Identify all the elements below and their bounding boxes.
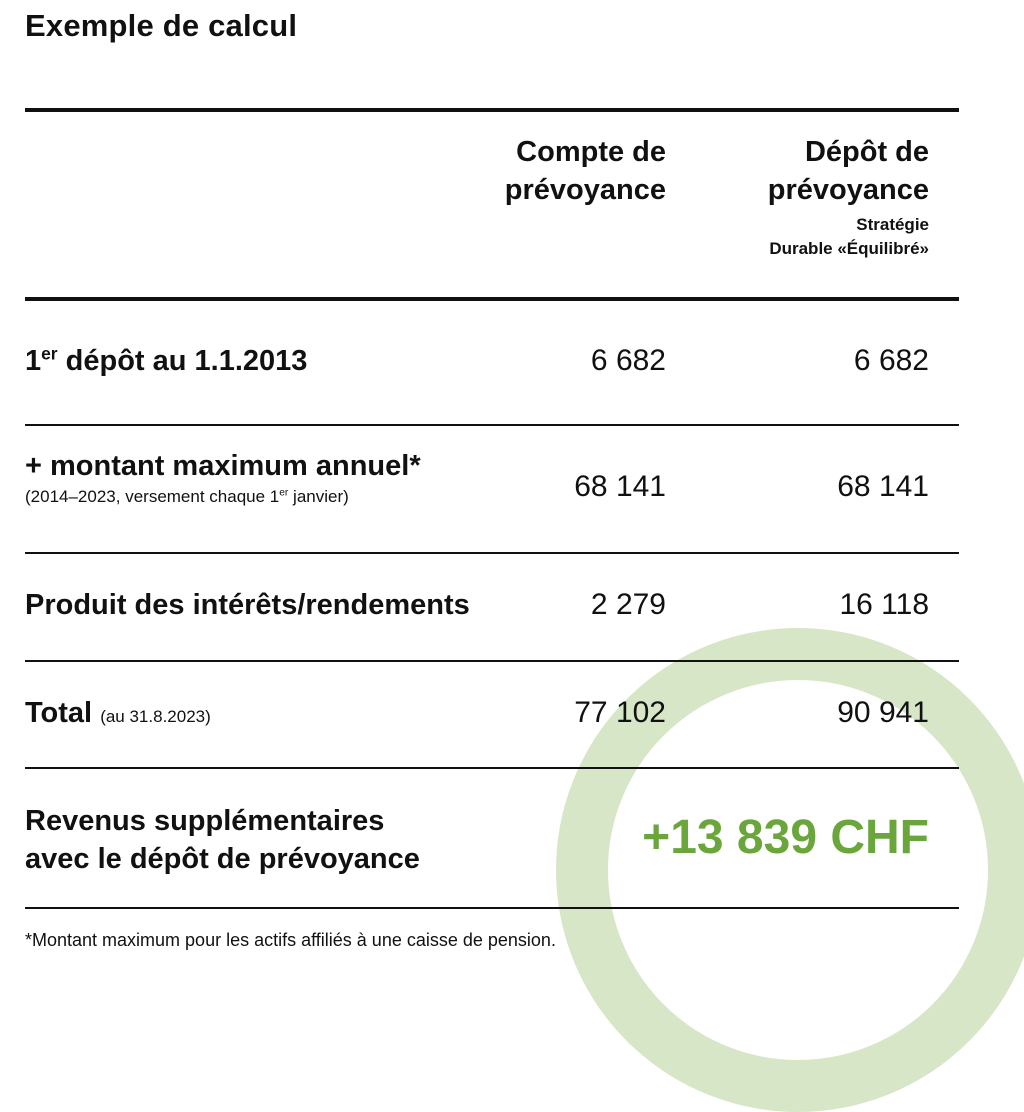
row-annual-label: + montant maximum annuel*	[25, 450, 421, 482]
row-first-deposit-label-sup: er	[41, 343, 58, 364]
row-annual-note-after: janvier)	[288, 487, 349, 506]
column-header-depot	[768, 133, 929, 261]
row-total-label: Total	[25, 697, 93, 729]
header-bottom-rule	[25, 297, 959, 301]
row-divider	[25, 660, 959, 662]
row-total-note: (au 31.8.2023)	[100, 707, 211, 726]
row-extra-label-line2: avec le dépôt de prévoyance	[25, 843, 420, 875]
extra-income-value: +13 839 CHF	[642, 811, 929, 864]
page-title: Exemple de calcul	[25, 8, 298, 43]
row-first-deposit-label-num: 1	[25, 345, 42, 377]
row-first-deposit-label	[25, 345, 307, 378]
row-annual-note-sup: er	[279, 487, 289, 499]
row-extra-label-line1: Revenus supplémentaires	[25, 805, 385, 837]
row-divider	[25, 767, 959, 769]
row-annual-depot-value: 68 141	[837, 470, 929, 503]
row-annual-note-before: (2014–2023, versement chaque 1	[25, 487, 280, 506]
column-header-depot-line2: prévoyance	[767, 174, 929, 206]
row-divider	[25, 552, 959, 554]
footnote: *Montant maximum pour les actifs affiliés à une caisse de pension.	[25, 930, 556, 950]
row-total-compte-value: 77 102	[574, 696, 666, 729]
row-annual-note	[25, 487, 421, 507]
row-total-depot-value: 90 941	[837, 696, 929, 729]
row-extra-label-block	[25, 802, 420, 878]
row-first-deposit-depot-value: 6 682	[853, 344, 929, 377]
row-yield-label: Produit des intérêts/rendements	[25, 589, 470, 621]
row-first-deposit-label-rest: dépôt au 1.1.2013	[57, 345, 308, 377]
table-bottom-rule	[25, 907, 959, 909]
row-total-label-block	[25, 697, 211, 730]
row-annual-label-block	[25, 450, 421, 507]
column-header-depot-sub1: Stratégie	[856, 215, 929, 234]
column-header-compte	[505, 133, 666, 209]
column-header-depot-line1: Dépôt de	[804, 136, 929, 168]
row-yield-compte-value: 2 279	[590, 588, 666, 621]
row-divider	[25, 424, 959, 426]
row-annual-compte-value: 68 141	[574, 470, 666, 503]
column-header-compte-line2: prévoyance	[504, 174, 666, 206]
header-top-rule	[25, 108, 959, 112]
row-first-deposit-compte-value: 6 682	[590, 344, 666, 377]
column-header-compte-line1: Compte de	[516, 136, 666, 168]
column-header-depot-sub2: Durable «Équilibré»	[769, 239, 929, 258]
row-yield-depot-value: 16 118	[839, 588, 929, 621]
